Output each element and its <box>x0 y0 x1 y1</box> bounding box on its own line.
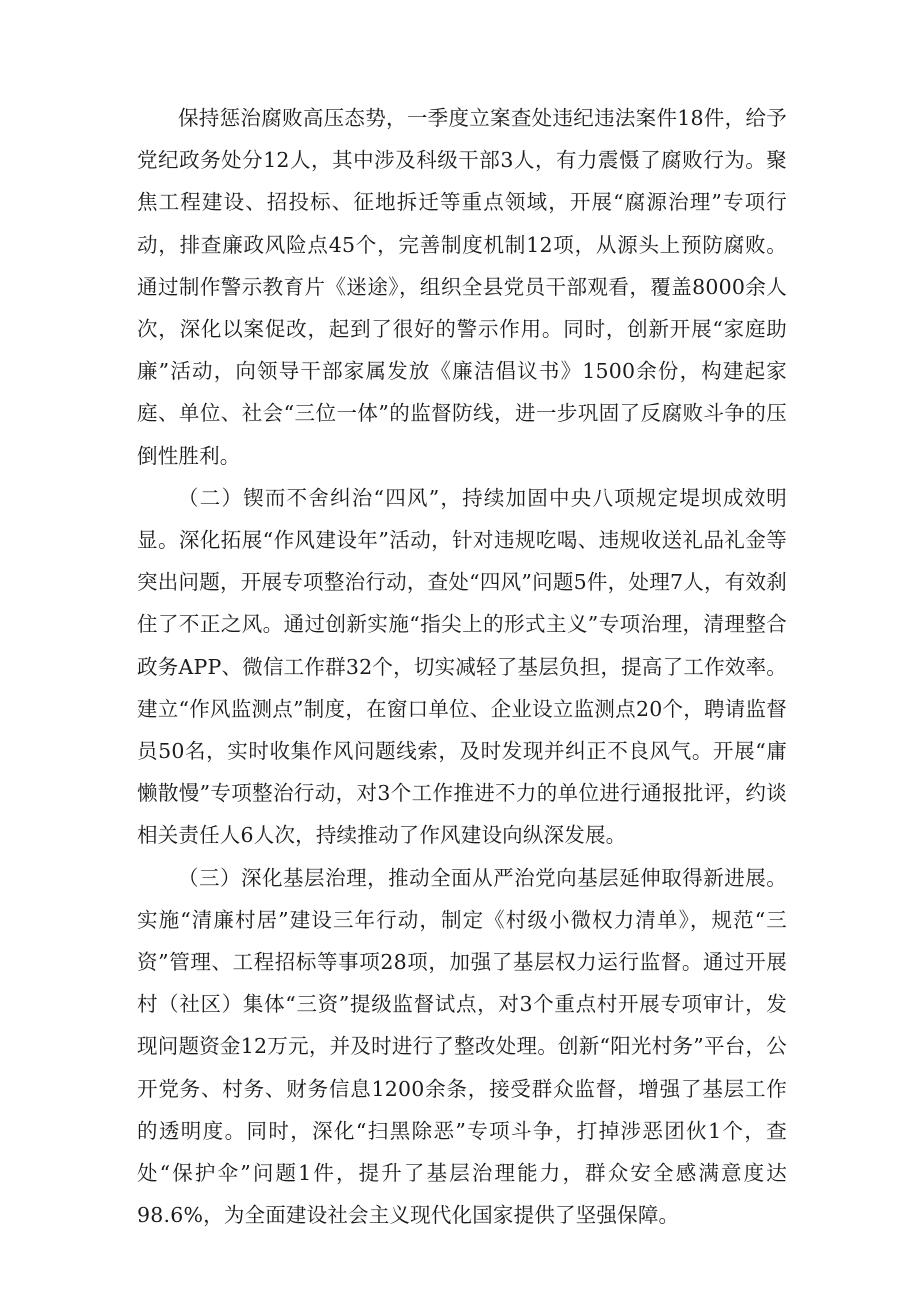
document-body <box>137 97 787 1236</box>
paragraph-grassroots-governance: （三）深化基层治理，推动全面从严治党向基层延伸取得新进展。实施“清廉村居”建设三年行动，制定《村级小微权力清单》，规范“三资”管理、工程招标等事项28项，加强了基层权力运行监督。通过开展村（社区）集体“三资”提级监督试点，对3个重点村开展专项审计，发现问题资金12万元，并及时进行了整改处理。创新“阳光村务”平台，公开党务、村务、财务信息1200余条，接受群众监督，增强了基层工作的透明度。同时，深化“扫黑除恶”专项斗争，打掉涉恶团伙1个，查处“保护伞”问题1件，提升了基层治理能力，群众安全感满意度达98.6%，为全面建设社会主义现代化国家提供了坚强保障。 <box>137 865 787 1228</box>
paragraph-four-styles: （二）锲而不舍纠治“四风”，持续加固中央八项规定堤坝成效明显。深化拓展“作风建设年”活动，针对违规吃喝、违规收送礼品礼金等突出问题，开展专项整治行动，查处“四风”问题5件，处理7人，有效刹住了不正之风。通过创新实施“指尖上的形式主义”专项治理，清理整合政务APP、微信工作群32个，切实减轻了基层负担，提高了工作效率。建立“作风监测点”制度，在窗口单位、企业设立监测点20个，聘请监督员50名，实时收集作风问题线索，及时发现并纠正不良风气。开展“庸懒散慢”专项整治行动，对3个工作推进不力的单位进行通报批评，约谈相关责任人6人次，持续推动了作风建设向纵深发展。 <box>137 485 787 848</box>
paragraph-anti-corruption: 保持惩治腐败高压态势，一季度立案查处违纪违法案件18件，给予党纪政务处分12人，其中涉及科级干部3人，有力震慑了腐败行为。聚焦工程建设、招投标、征地拆迁等重点领域，开展“腐源治理”专项行动，排查廉政风险点45个，完善制度机制12项，从源头上预防腐败。通过制作警示教育片《迷途》，组织全县党员干部观看，覆盖8000余人次，深化以案促改，起到了很好的警示作用。同时，创新开展“家庭助廉”活动，向领导干部家属发放《廉洁倡议书》1500余份，构建起家庭、单位、社会“三位一体”的监督防线，进一步巩固了反腐败斗争的压倒性胜利。 <box>137 106 787 468</box>
